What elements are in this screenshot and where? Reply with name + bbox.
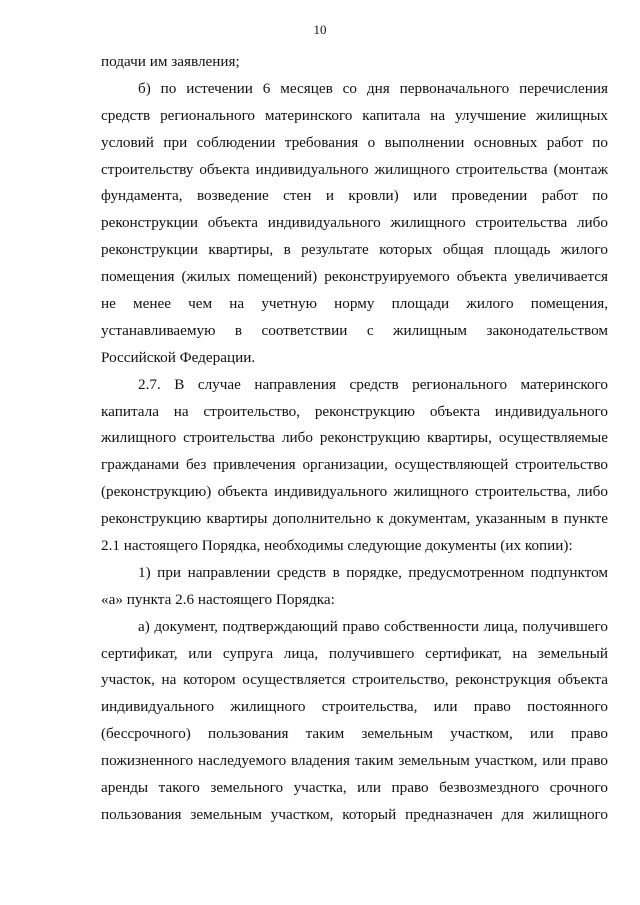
text-line: условий при соблюдении требования о выполнении основных работ по bbox=[101, 133, 608, 151]
text-line: аренды такого земельного участка, или право безвозмездного срочного bbox=[101, 779, 608, 797]
text-line: сертификат, или супруга лица, получившего сертификат, на земельный bbox=[101, 644, 608, 662]
text-line: пользования земельным участком, который предназначен для жилищного bbox=[101, 805, 608, 823]
text-line: гражданами без привлечения организации, осуществляющей строительство bbox=[101, 456, 608, 474]
text-line: жилищного строительства либо реконструкцию квартиры, осуществляемые bbox=[101, 429, 608, 447]
text-line: не менее чем на учетную норму площади жилого помещения, bbox=[101, 295, 608, 313]
text-line: подачи им заявления; bbox=[101, 53, 240, 70]
text-line: индивидуального жилищного строительства, или право постоянного bbox=[101, 698, 608, 716]
text-line: строительству объекта индивидуального жилищного строительства (монтаж bbox=[101, 160, 608, 178]
text-line: 2.7. В случае направления средств регионального материнского bbox=[138, 375, 608, 393]
text-line: устанавливаемую в соответствии с жилищным законодательством bbox=[101, 321, 608, 339]
text-line: 2.1 настоящего Порядка, необходимы следующие документы (их копии): bbox=[101, 537, 573, 555]
text-line: (реконструкцию) объекта индивидуального жилищного строительства, либо bbox=[101, 483, 608, 501]
text-line: капитала на строительство, реконструкцию объекта индивидуального bbox=[101, 402, 608, 420]
document-body bbox=[101, 49, 608, 829]
text-line: (бессрочного) пользования таким земельным участком, или право bbox=[101, 725, 608, 743]
text-line: «а» пункта 2.6 настоящего Порядка: bbox=[101, 590, 335, 608]
text-line: а) документ, подтверждающий право собственности лица, получившего bbox=[138, 617, 608, 635]
text-line: б) по истечении 6 месяцев со дня первоначального перечисления bbox=[138, 79, 608, 97]
text-line: участок, на котором осуществляется строительство, реконструкция объекта bbox=[101, 671, 608, 689]
text-line: Российской Федерации. bbox=[101, 348, 256, 366]
text-line: реконструкции квартиры, в результате которых общая площадь жилого bbox=[101, 241, 608, 259]
text-line: фундамента, возведение стен и кровли) или проведении работ по bbox=[101, 187, 608, 205]
text-line: реконструкции объекта индивидуального жилищного строительства либо bbox=[101, 214, 608, 232]
text-line: пожизненного наследуемого владения таким земельным участком, или право bbox=[101, 752, 608, 770]
text-line: средств регионального материнского капитала на улучшение жилищных bbox=[101, 106, 608, 124]
text-line: реконструкцию квартиры дополнительно к документам, указанным в пункте bbox=[101, 510, 608, 528]
page-number: 10 bbox=[313, 22, 327, 37]
text-line: помещения (жилых помещений) реконструируемого объекта увеличивается bbox=[101, 268, 608, 286]
text-line: 1) при направлении средств в порядке, предусмотренном подпунктом bbox=[138, 563, 608, 581]
